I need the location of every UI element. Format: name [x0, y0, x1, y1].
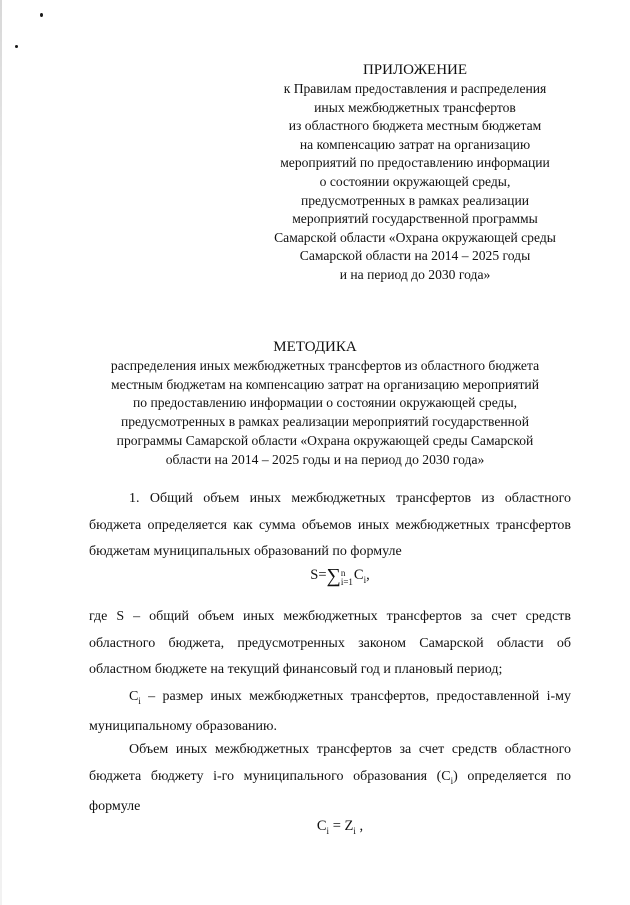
- methodology-title: МЕТОДИКА: [273, 339, 357, 355]
- formula2-lhs: C: [316, 818, 327, 834]
- sigma-symbol: ∑: [326, 565, 341, 587]
- formula2-lhs-subscript: i: [326, 825, 330, 836]
- paragraph-ci-volume: [89, 737, 571, 820]
- formula2-eq: =: [329, 818, 345, 834]
- appendix-line: мероприятий по предоставлению информации: [280, 155, 550, 171]
- paragraph-ci-definition: [89, 684, 571, 741]
- appendix-block: [250, 60, 580, 285]
- paragraph-total-volume: 1. Общий объем иных межбюджетных трансфертов из областного бюджета определяется как сумма объемов иных межбюджетных трансфертов бюджетам муниципальных образований по формуле: [89, 491, 571, 559]
- appendix-line: и на период до 2030 года»: [339, 266, 491, 282]
- sum-lower-limit: i=1: [340, 577, 353, 587]
- appendix-line: предусмотренных в рамках реализации: [300, 192, 530, 208]
- methodology-line: предусмотренных в рамках реализации мероприятий государственной: [120, 414, 530, 430]
- methodology-line: по предоставлению информации о состоянии окружающей среды,: [133, 395, 517, 411]
- appendix-line: иных межбюджетных трансфертов: [314, 99, 516, 115]
- formula-tail: ,: [366, 567, 370, 583]
- ci-term: C: [129, 689, 139, 704]
- ci-subscript: i: [138, 695, 141, 706]
- sum-limits: [341, 569, 353, 587]
- methodology-line: распределения иных межбюджетных трансфертов из областного бюджета: [110, 358, 540, 373]
- ci-volume-text: Объем иных межбюджетных трансфертов за счет средств областного бюджета бюджету i-го муниципального образования (C: [89, 742, 571, 784]
- scan-speck: [15, 45, 18, 48]
- methodology-line: местным бюджетам на компенсацию затрат на организацию мероприятий: [111, 376, 539, 392]
- appendix-line: на компенсацию затрат на организацию: [299, 136, 531, 152]
- appendix-line: из областного бюджета местным бюджетам: [288, 118, 542, 134]
- scan-speck: [40, 13, 43, 17]
- appendix-title: ПРИЛОЖЕНИЕ: [362, 62, 468, 78]
- scan-left-edge: [0, 0, 2, 905]
- formula2-tail: ,: [355, 818, 364, 834]
- formula-sum: [230, 565, 450, 588]
- formula-term: C: [353, 567, 364, 583]
- methodology-line: области на 2014 – 2025 годы и на период до 2030 года»: [165, 451, 485, 467]
- formula2-rhs: Z: [344, 818, 354, 834]
- ci-volume-text-end: ) определяется по формуле: [89, 768, 571, 814]
- appendix-line: мероприятий государственной программы: [292, 211, 538, 227]
- formula-lhs: S=: [310, 567, 327, 583]
- methodology-subtitle: [70, 357, 580, 469]
- formula2-rhs-subscript: i: [353, 825, 356, 836]
- methodology-line: программы Самарской области «Охрана окружающей среды Самарской: [116, 432, 534, 448]
- ci-volume-subscript: i: [450, 775, 454, 786]
- appendix-line: Самарской области «Охрана окружающей среды: [274, 229, 556, 245]
- appendix-line: о состоянии окружающей среды,: [319, 173, 511, 189]
- paragraph-s-definition: где S – общий объем иных межбюджетных трансфертов за счет средств областного бюджета, предусмотренных законом Самарской области об областном бюджете на текущий финансовый год и плановый период;: [89, 609, 571, 677]
- formula-term-subscript: i: [363, 574, 367, 585]
- appendix-line: Самарской области на 2014 – 2025 годы: [299, 248, 531, 264]
- appendix-line: к Правилам предоставления и распределения: [283, 81, 547, 96]
- formula-ci: [230, 818, 450, 836]
- sum-upper-limit: n: [340, 568, 346, 578]
- ci-description: – размер иных межбюджетных трансфертов, предоставленной i-му муниципальному образованию.: [89, 689, 571, 735]
